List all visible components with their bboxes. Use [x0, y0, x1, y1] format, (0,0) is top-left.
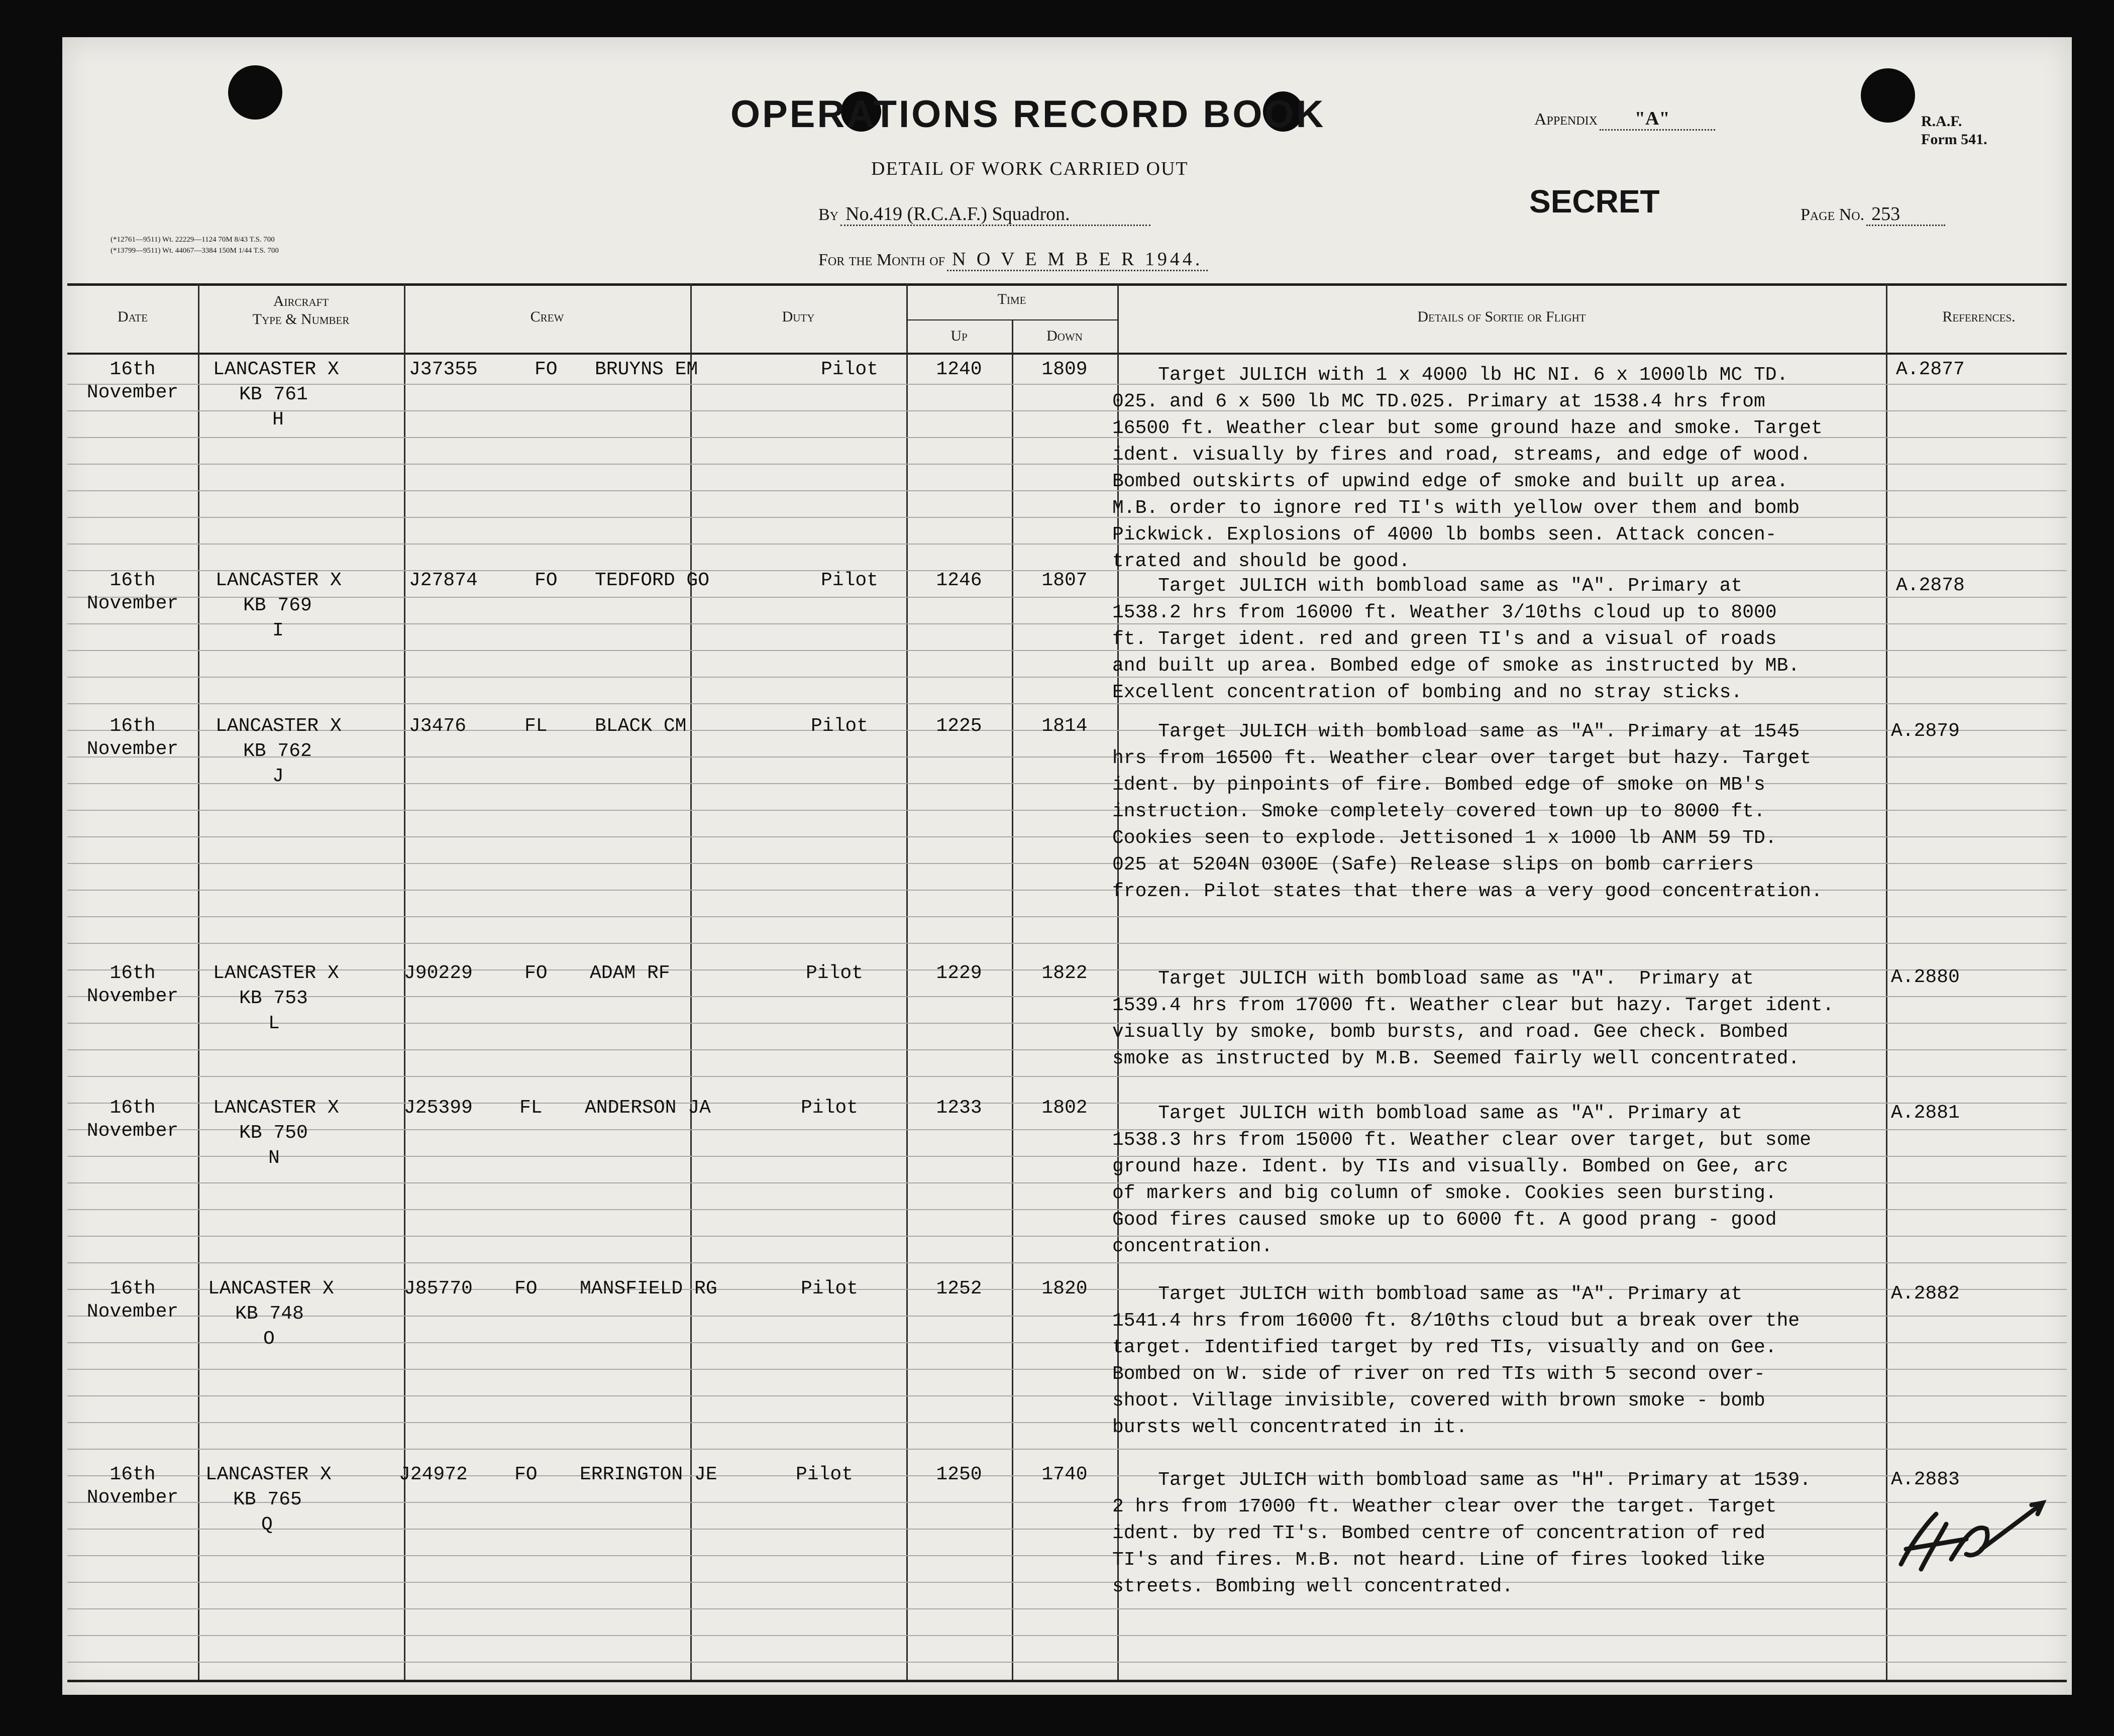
crew-rank: FO: [535, 359, 558, 380]
crew-rank: FO: [535, 570, 558, 591]
aircraft-number: KB 769: [243, 595, 312, 616]
crew-name: BLACK CM: [595, 715, 687, 737]
col-references: References.: [1942, 308, 2016, 325]
date-day: 16th: [110, 715, 156, 737]
ruled-line: [67, 943, 2067, 944]
col-time: Time: [997, 291, 1026, 307]
time-down: 1820: [1041, 1278, 1088, 1299]
subtitle: DETAIL OF WORK CARRIED OUT: [871, 158, 1189, 179]
aircraft-letter: Q: [261, 1514, 273, 1536]
date-month: November: [86, 1301, 179, 1323]
reference: A.2882: [1891, 1283, 1960, 1305]
col-down: Down: [1046, 328, 1083, 344]
aircraft-letter: I: [272, 620, 284, 641]
duty: Pilot: [796, 1464, 854, 1485]
date-day: 16th: [110, 570, 156, 591]
unit-name: No.419 (R.C.A.F.) Squadron.: [840, 203, 1150, 226]
reference: A.2879: [1891, 720, 1960, 742]
aircraft-number: KB 761: [239, 384, 308, 405]
date-month: November: [86, 1487, 179, 1508]
record-sheet: [62, 37, 2072, 1695]
sortie-details: Target JULICH with bombload same as "H". Primary at 1539. 2 hrs from 17000 ft. Weather clear over the target. Target ident. by red TI's. Bombed centre of concentration of red TI's and fires. M.B. not heard. Line of fires looked like streets. Bombing well concentrated.: [1112, 1469, 1812, 1597]
date-month: November: [86, 593, 179, 614]
aircraft-number: KB 762: [243, 740, 312, 762]
print-codes: (*12761—9511) Wt. 22229—1124 70M 8/43 T.S. 700 (*13799—9511) Wt. 44067—3384 150M 1/44 T.S. 700: [111, 236, 279, 255]
aircraft-type: LANCASTER X: [213, 1097, 339, 1119]
date-day: 16th: [110, 1097, 156, 1119]
sortie-details: Target JULICH with bombload same as "A". Primary at 1539.4 hrs from 17000 ft. Weather clear but hazy. Target ident. visually by smoke, bomb bursts, and road. Gee check. Bombed smoke as instructed by M.B. Seemed fairly well concentrated.: [1112, 968, 1834, 1069]
crew-name: ADAM RF: [590, 962, 670, 984]
duty: Pilot: [801, 1278, 859, 1299]
aircraft-number: KB 748: [235, 1303, 304, 1325]
duty: Pilot: [811, 715, 869, 737]
date-month: November: [86, 986, 179, 1007]
date-day: 16th: [110, 1278, 156, 1299]
ruled-line: [67, 1449, 2067, 1450]
crew-rank: FL: [524, 715, 548, 737]
aircraft-letter: H: [272, 409, 284, 430]
sortie-details: Target JULICH with bombload same as "A". Primary at 1545 hrs from 16500 ft. Weather clear over target but hazy. Target ident. by pinpoints of fire. Bombed edge of smoke on MB's instruction. Smoke completely covered town up to 8000 ft. Cookies seen to explode. Jettisoned 1 x 1000 lb ANM 59 TD. 025 at 5204N 0300E (Safe) Release slips on bomb carriers frozen. Pilot states that there was a very good concentration.: [1112, 721, 1823, 902]
time-up: 1240: [936, 359, 982, 380]
date-day: 16th: [110, 962, 156, 984]
reference: A.2877: [1896, 359, 1965, 380]
form-reference: R.A.F. Form 541.: [1921, 113, 1987, 148]
page-number: [1801, 203, 1945, 225]
col-up: Up: [950, 328, 968, 344]
time-down: 1802: [1041, 1097, 1088, 1119]
sortie-details: Target JULICH with bombload same as "A". Primary at 1538.3 hrs from 15000 ft. Weather clear over target, but some ground haze. Ident. by TIs and visually. Bombed on Gee, arc of markers and big column of smoke. Cookies seen bursting. Good fires caused smoke up to 6000 ft. A good prang - good concentration.: [1112, 1103, 1812, 1257]
aircraft-number: KB 753: [239, 988, 308, 1009]
reference: A.2880: [1891, 966, 1960, 988]
reference: A.2878: [1896, 575, 1965, 596]
page-title: OPERATIONS RECORD BOOK: [730, 93, 1326, 136]
duty: Pilot: [801, 1097, 859, 1119]
classification-stamp: SECRET: [1529, 183, 1660, 220]
ruled-line: [67, 1662, 2067, 1663]
col-crew: Crew: [530, 308, 564, 325]
duty: Pilot: [806, 962, 864, 984]
aircraft-type: LANCASTER X: [216, 570, 342, 591]
crew-name: MANSFIELD RG: [580, 1278, 717, 1299]
sortie-details: Target JULICH with bombload same as "A". Primary at 1541.4 hrs from 16000 ft. 8/10ths cloud but a break over the target. Identified target by red TIs, visually and on Gee. Bombed on W. side of river on red TIs with 5 second over- shoot. Village invisible, covered with brown smoke - bomb bursts well concentrated in it.: [1112, 1283, 1800, 1438]
date-month: November: [86, 382, 179, 403]
ruled-line: [67, 916, 2067, 917]
page-label: Page No.: [1801, 205, 1865, 224]
time-up: 1229: [936, 962, 982, 984]
reference: A.2883: [1891, 1469, 1960, 1490]
crew-number: J27874: [409, 570, 478, 591]
month-value: N O V E M B E R 1944.: [947, 249, 1208, 271]
col-duty: Duty: [782, 308, 815, 325]
appendix-value: "A": [1600, 108, 1715, 131]
duty: Pilot: [821, 570, 879, 591]
time-up: 1225: [936, 715, 982, 737]
crew-rank: FO: [524, 962, 548, 984]
aircraft-type: LANCASTER X: [205, 1464, 332, 1485]
ruled-line: [67, 1076, 2067, 1077]
appendix-label: Appendix: [1534, 110, 1598, 129]
time-down: 1822: [1041, 962, 1088, 984]
date-day: 16th: [110, 359, 156, 380]
unit-line: [818, 203, 1150, 225]
time-up: 1246: [936, 570, 982, 591]
crew-number: J37355: [409, 359, 478, 380]
time-down: 1809: [1041, 359, 1088, 380]
aircraft-number: KB 750: [239, 1122, 308, 1144]
aircraft-type: LANCASTER X: [208, 1278, 334, 1299]
sortie-details: Target JULICH with 1 x 4000 lb HC NI. 6 x 1000lb MC TD. 025. and 6 x 500 lb MC TD.025. Primary at 1538.4 hrs from 16500 ft. Weather clear but some ground haze and smoke. Target ident. visually by fires and road, streams, and edge of wood. Bombed outskirts of upwind edge of smoke and built up area. M.B. order to ignore red TI's with yellow over them and bomb Pickwick. Explosions of 4000 lb bombs seen. Attack concen- trated and should be good.: [1112, 364, 1823, 572]
month-line: [818, 248, 1208, 270]
duty: Pilot: [821, 359, 879, 380]
aircraft-letter: L: [268, 1013, 280, 1034]
aircraft-type: LANCASTER X: [213, 962, 339, 984]
binder-hole-left: [228, 65, 282, 120]
date-day: 16th: [110, 1464, 156, 1485]
ruled-line: [67, 1262, 2067, 1263]
aircraft-letter: J: [272, 766, 284, 787]
crew-number: J25399: [404, 1097, 473, 1119]
aircraft-number: KB 765: [233, 1489, 302, 1510]
page-number-value: 253: [1866, 203, 1945, 226]
crew-number: J24972: [399, 1464, 468, 1485]
aircraft-type: LANCASTER X: [213, 359, 339, 380]
crew-rank: FO: [514, 1278, 538, 1299]
crew-number: J90229: [404, 962, 473, 984]
crew-number: J3476: [409, 715, 467, 737]
binder-hole-right: [1861, 68, 1915, 123]
time-up: 1233: [936, 1097, 982, 1119]
crew-rank: FO: [514, 1464, 538, 1485]
aircraft-type: LANCASTER X: [216, 715, 342, 737]
sortie-details: Target JULICH with bombload same as "A". Primary at 1538.2 hrs from 16000 ft. Weather 3/10ths cloud up to 8000 ft. Target ident. red and green TI's and a visual of roads and built up area. Bombed edge of smoke as instructed by MB. Excellent concentration of bombing and no stray sticks.: [1112, 575, 1800, 703]
crew-number: J85770: [404, 1278, 473, 1299]
crew-name: ERRINGTON JE: [580, 1464, 717, 1485]
time-up: 1250: [936, 1464, 982, 1485]
ruled-line: [67, 1635, 2067, 1636]
reference: A.2881: [1891, 1102, 1960, 1124]
date-month: November: [86, 738, 179, 760]
crew-rank: FL: [519, 1097, 543, 1119]
crew-name: ANDERSON JA: [585, 1097, 711, 1119]
ruled-line: [67, 1608, 2067, 1609]
time-up: 1252: [936, 1278, 982, 1299]
time-down: 1807: [1041, 570, 1088, 591]
col-aircraft: Aircraft Type & Number: [252, 293, 350, 328]
month-label: For the Month of: [818, 251, 945, 269]
aircraft-letter: O: [263, 1328, 275, 1350]
by-label: By: [818, 205, 839, 224]
crew-name: BRUYNS EM: [595, 359, 698, 380]
time-down: 1814: [1041, 715, 1088, 737]
handwritten-initials: [1891, 1494, 2052, 1584]
crew-name: TEDFORD GO: [595, 570, 710, 591]
aircraft-letter: N: [268, 1147, 280, 1169]
col-date: Date: [117, 308, 148, 325]
col-details: Details of Sortie or Flight: [1417, 308, 1586, 325]
time-down: 1740: [1041, 1464, 1088, 1485]
appendix: [1534, 107, 1715, 130]
date-month: November: [86, 1120, 179, 1142]
